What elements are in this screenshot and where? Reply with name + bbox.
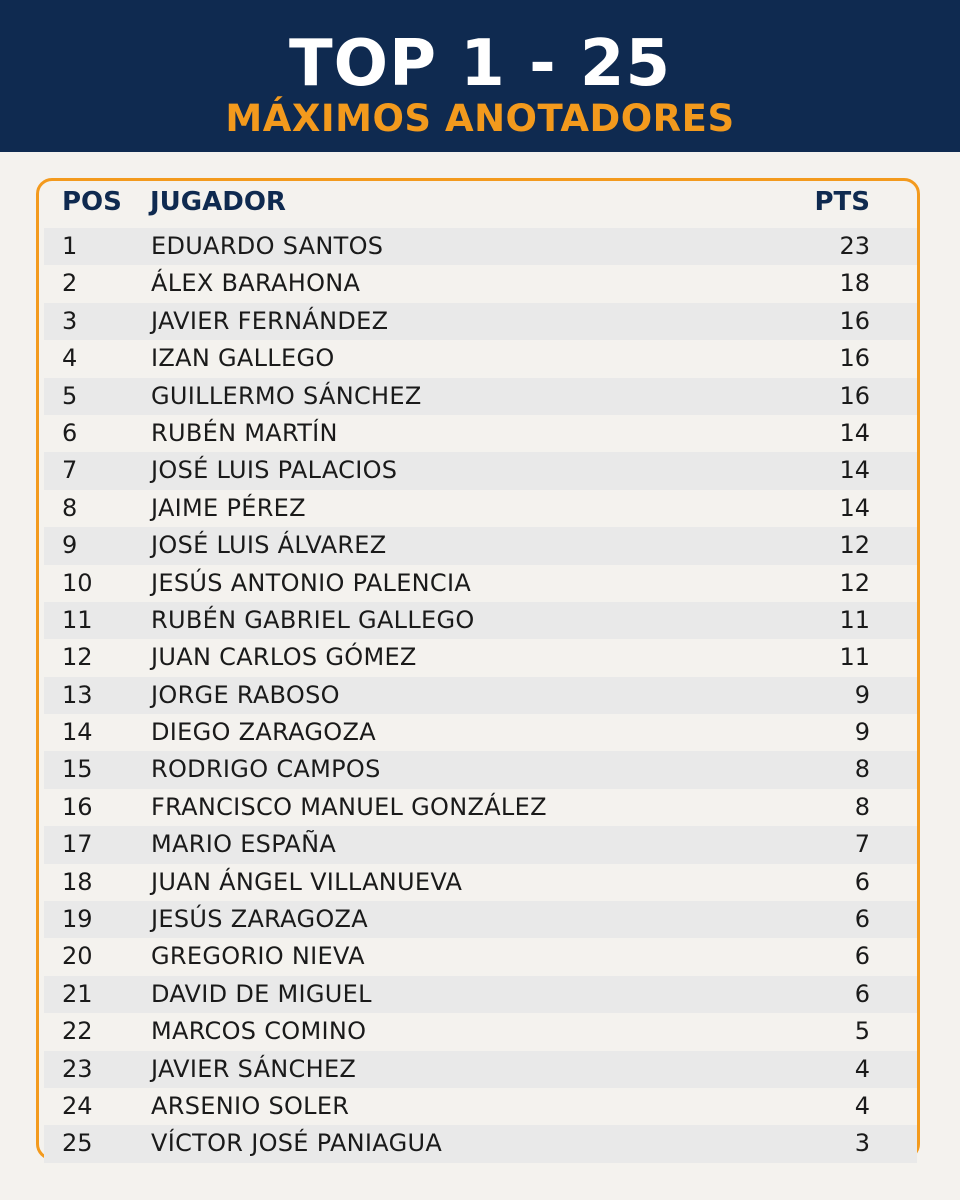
- row-points: 9: [854, 718, 870, 747]
- row-player-name: MARIO ESPAÑA: [151, 830, 337, 859]
- row-position: 1: [62, 232, 78, 260]
- row-points: 7: [854, 830, 870, 859]
- row-points: 6: [854, 905, 870, 934]
- row-position: 8: [62, 493, 78, 522]
- row-position: 7: [62, 456, 78, 485]
- row-position: 10: [62, 568, 93, 597]
- row-points: 8: [854, 755, 870, 784]
- row-player-name: JOSÉ LUIS PALACIOS: [151, 456, 398, 485]
- row-position: 13: [62, 680, 93, 709]
- table-row: [44, 714, 917, 751]
- row-position: 19: [62, 905, 93, 934]
- row-player-name: GREGORIO NIEVA: [151, 942, 365, 971]
- row-player-name: JAIME PÉREZ: [151, 493, 306, 522]
- table-row: [44, 901, 917, 938]
- row-points: 14: [839, 456, 870, 485]
- row-points: 4: [854, 1091, 870, 1120]
- row-position: 15: [62, 755, 93, 784]
- row-player-name: JORGE RABOSO: [151, 680, 340, 709]
- row-player-name: DAVID DE MIGUEL: [151, 979, 372, 1008]
- table-row: [44, 303, 917, 340]
- row-points: 14: [839, 418, 870, 447]
- row-position: 4: [62, 344, 78, 373]
- row-points: 12: [839, 568, 870, 597]
- row-position: 22: [62, 1017, 93, 1046]
- row-position: 25: [62, 1129, 93, 1158]
- table-row: [44, 1051, 917, 1088]
- row-points: 4: [854, 1054, 870, 1083]
- table-row: [44, 415, 917, 452]
- row-position: 17: [62, 830, 93, 859]
- table-row: [44, 265, 917, 302]
- row-points: 14: [839, 493, 870, 522]
- row-points: 5: [854, 1017, 870, 1046]
- row-points: 16: [839, 381, 870, 410]
- row-points: 6: [854, 867, 870, 896]
- table-row: [44, 938, 917, 975]
- header-banner: [0, 0, 960, 152]
- row-position: 14: [62, 718, 93, 747]
- row-player-name: ÁLEX BARAHONA: [151, 269, 361, 298]
- row-points: 6: [854, 979, 870, 1008]
- table-row: [44, 602, 917, 639]
- row-player-name: JESÚS ZARAGOZA: [151, 905, 369, 934]
- page-title: TOP 1 - 25: [289, 27, 671, 101]
- row-points: 3: [854, 1129, 870, 1158]
- table-row: [44, 527, 917, 564]
- table-row: [44, 490, 917, 527]
- row-player-name: JAVIER SÁNCHEZ: [151, 1054, 357, 1083]
- row-points: 16: [839, 306, 870, 335]
- table-row: [44, 378, 917, 415]
- row-player-name: RUBÉN MARTÍN: [151, 418, 338, 447]
- row-player-name: JESÚS ANTONIO PALENCIA: [151, 568, 472, 597]
- row-points: 8: [854, 792, 870, 821]
- row-points: 11: [839, 605, 870, 634]
- table-row: [44, 976, 917, 1013]
- row-position: 5: [62, 381, 78, 410]
- row-points: 23: [839, 232, 870, 260]
- table-row: [44, 677, 917, 714]
- row-points: 16: [839, 344, 870, 373]
- row-player-name: EDUARDO SANTOS: [151, 232, 384, 260]
- row-player-name: IZAN GALLEGO: [151, 344, 335, 373]
- table-row: [44, 1125, 917, 1162]
- table-row: [44, 789, 917, 826]
- table-row: [44, 639, 917, 676]
- scorers-table-body: [44, 228, 917, 1163]
- row-position: 3: [62, 306, 78, 335]
- row-player-name: JUAN CARLOS GÓMEZ: [151, 643, 417, 672]
- row-player-name: DIEGO ZARAGOZA: [151, 718, 376, 747]
- row-position: 21: [62, 979, 93, 1008]
- table-row: [44, 565, 917, 602]
- table-row: [44, 1013, 917, 1050]
- row-position: 24: [62, 1091, 93, 1120]
- row-position: 6: [62, 418, 78, 447]
- row-player-name: RODRIGO CAMPOS: [151, 755, 381, 784]
- row-player-name: ARSENIO SOLER: [151, 1091, 350, 1120]
- table-row: [44, 864, 917, 901]
- row-position: 2: [62, 269, 78, 298]
- row-player-name: JOSÉ LUIS ÁLVAREZ: [151, 531, 387, 560]
- row-points: 12: [839, 531, 870, 560]
- column-header-pos: POS: [62, 187, 122, 217]
- row-player-name: MARCOS COMINO: [151, 1017, 367, 1046]
- row-player-name: JUAN ÁNGEL VILLANUEVA: [151, 867, 463, 896]
- table-row: [44, 228, 917, 265]
- table-row: [44, 1088, 917, 1125]
- page-subtitle: MÁXIMOS ANOTADORES: [225, 97, 735, 140]
- table-row: [44, 340, 917, 377]
- row-position: 20: [62, 942, 93, 971]
- row-position: 23: [62, 1054, 93, 1083]
- row-player-name: GUILLERMO SÁNCHEZ: [151, 381, 422, 410]
- column-header-pts: PTS: [814, 187, 870, 217]
- row-position: 9: [62, 531, 78, 560]
- table-row: [44, 826, 917, 863]
- row-player-name: JAVIER FERNÁNDEZ: [151, 306, 389, 335]
- column-header-player: JUGADOR: [150, 187, 286, 217]
- row-player-name: RUBÉN GABRIEL GALLEGO: [151, 605, 475, 634]
- row-points: 6: [854, 942, 870, 971]
- row-position: 12: [62, 643, 93, 672]
- row-points: 11: [839, 643, 870, 672]
- row-points: 9: [854, 680, 870, 709]
- table-row: [44, 452, 917, 489]
- row-points: 18: [839, 269, 870, 298]
- row-position: 11: [62, 605, 93, 634]
- row-player-name: FRANCISCO MANUEL GONZÁLEZ: [151, 792, 547, 821]
- row-position: 18: [62, 867, 93, 896]
- row-position: 16: [62, 792, 93, 821]
- table-row: [44, 751, 917, 788]
- row-player-name: VÍCTOR JOSÉ PANIAGUA: [151, 1129, 443, 1158]
